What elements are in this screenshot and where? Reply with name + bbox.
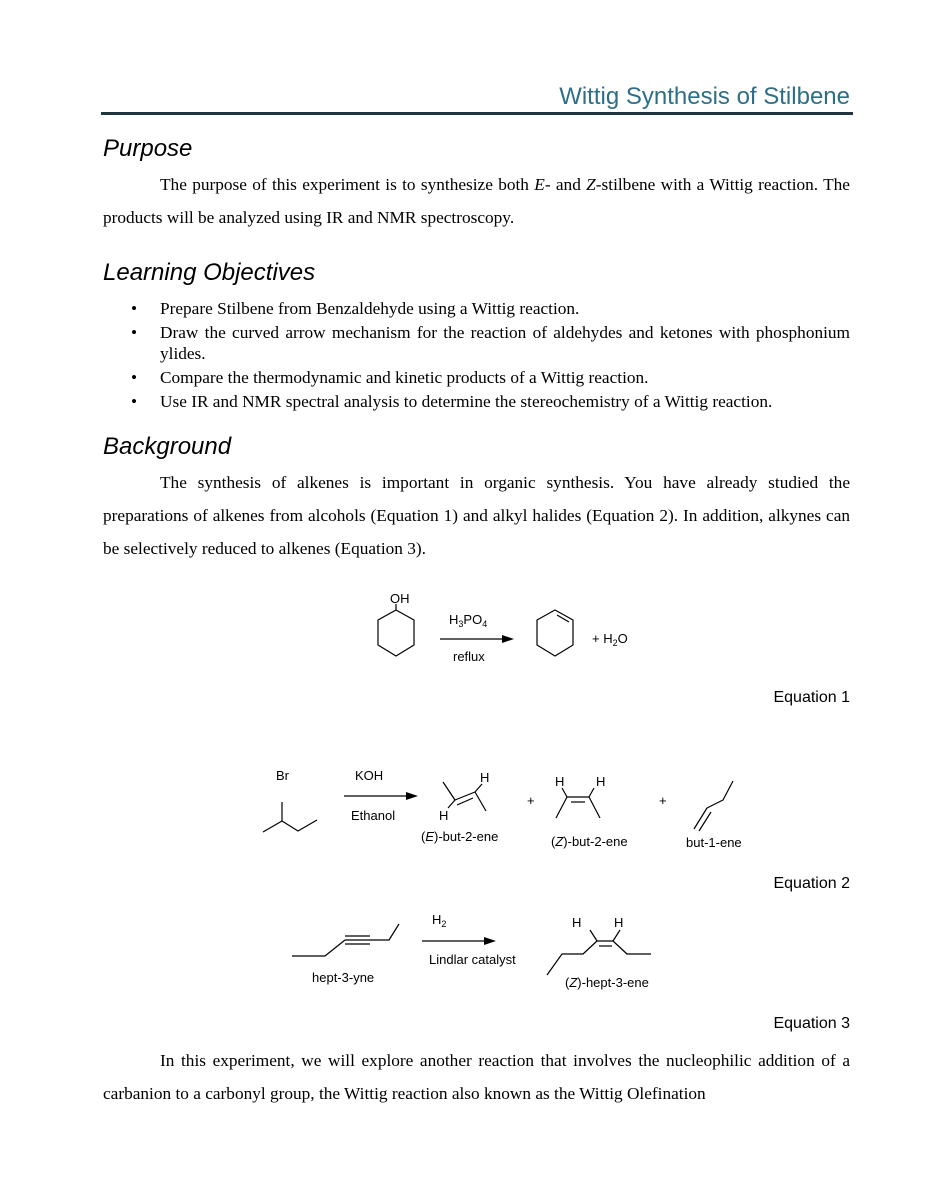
- butene-1-skeleton: [694, 781, 733, 829]
- z-butene-skeleton: [556, 797, 600, 818]
- eq2-solvent: Ethanol: [351, 808, 396, 823]
- cyclohexanol-ring: [378, 610, 414, 656]
- eq3-catalyst: Lindlar catalyst: [429, 952, 516, 967]
- water-label: + $H_2O$: [592, 631, 628, 648]
- h-label: H: [596, 774, 606, 789]
- e-stereo-label: E: [534, 175, 545, 194]
- butene-1-double-bond: [699, 812, 711, 831]
- eq3-arrowhead: [484, 937, 496, 945]
- purpose-text-end: -stilbene with a Wittig reaction. The products will be analyzed using IR and NMR spectroscopy.: [103, 175, 850, 227]
- equation-3-label: Equation 3: [773, 1015, 850, 1032]
- heptene-h-bond-1: [590, 930, 597, 941]
- butene-1-name: but-1-ene: [686, 835, 742, 850]
- eq1-condition: reflux: [453, 649, 485, 664]
- z-butene-h-bond-2: [589, 788, 594, 797]
- equation-1-label: Equation 1: [773, 689, 850, 706]
- eq1-reagent: $H_3PO_4$: [449, 612, 488, 629]
- oh-label: OH: [390, 591, 410, 606]
- page-title: Wittig Synthesis of Stilbene: [559, 83, 850, 110]
- h-label: H: [555, 774, 565, 789]
- z-butene-name: (Z)-but-2-ene: [551, 834, 628, 849]
- purpose-heading: Purpose: [103, 135, 193, 162]
- cyclohexene-double-bond: [557, 615, 569, 622]
- heptyne-skeleton-right: [370, 924, 399, 940]
- h-label: H: [439, 808, 449, 823]
- eq2-reagent: KOH: [355, 768, 384, 783]
- eq1-arrowhead: [502, 635, 514, 643]
- h-label: H: [572, 915, 582, 930]
- purpose-text-start: The purpose of this experiment is to synthesize both: [160, 175, 535, 194]
- e-butene-double-bond: [457, 798, 473, 805]
- eq2-arrowhead: [406, 792, 418, 800]
- objective-item: • Prepare Stilbene from Benzaldehyde using a Wittig reaction.: [103, 298, 850, 319]
- purpose-text-mid: - and: [544, 175, 587, 194]
- heptene-h-bond-2: [613, 930, 620, 941]
- equation-2-label: Equation 2: [773, 875, 850, 892]
- h-label: H: [614, 915, 624, 930]
- objective-item: • Draw the curved arrow mechanism for the reaction of aldehydes and ketones with phosphonium ylides.: [103, 322, 850, 364]
- eq3-reagent: $H_2$: [432, 912, 447, 929]
- background-paragraph-1: The synthesis of alkenes is important in organic synthesis. You have already studied the preparations of alkenes from alcohols (Equation 1) and alkyl halides (Equation 2). In addition, alkynes can be selectively reduced to alkenes (Equation 3).: [103, 473, 850, 558]
- h-label: H: [480, 770, 490, 785]
- objectives-heading: Learning Objectives: [103, 259, 316, 286]
- z-butene-h-bond-1: [562, 788, 567, 797]
- plus-sign: +: [659, 793, 667, 808]
- z-stereo-label: Z: [586, 175, 596, 194]
- objective-item: • Use IR and NMR spectral analysis to determine the stereochemistry of a Wittig reaction.: [103, 391, 850, 412]
- e-butene-h-bond-2: [448, 800, 455, 808]
- plus-sign: +: [527, 793, 535, 808]
- cyclohexene-ring: [537, 610, 573, 656]
- br-label: Br: [276, 768, 289, 783]
- bromobutane-skeleton: [263, 820, 317, 832]
- heptyne-name: hept-3-yne: [312, 970, 375, 985]
- objective-item: • Compare the thermodynamic and kinetic products of a Wittig reaction.: [103, 367, 850, 388]
- heptyne-skeleton-left: [292, 940, 345, 956]
- e-butene-name: (E)-but-2-ene: [421, 829, 499, 844]
- background-paragraph-2: In this experiment, we will explore another reaction that involves the nucleophilic addition of a carbanion to a carbonyl group, the Wittig reaction also known as the Wittig Olefination: [103, 1051, 850, 1103]
- background-heading: Background: [103, 433, 232, 460]
- heptene-name: (Z)-hept-3-ene: [565, 975, 649, 990]
- e-butene-h-bond-1: [475, 784, 482, 792]
